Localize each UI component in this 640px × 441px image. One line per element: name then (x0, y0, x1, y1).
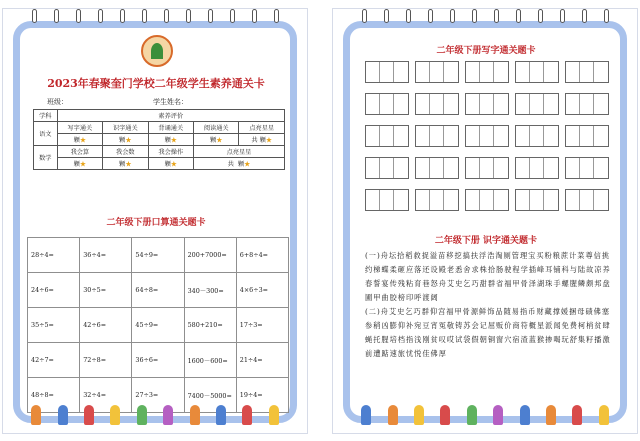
binding-ring (538, 9, 543, 23)
writing-box (465, 157, 509, 179)
writing-cell (466, 190, 480, 210)
writing-cell (544, 158, 558, 178)
star-icon: ★ (216, 137, 223, 144)
star-icon: ★ (170, 161, 177, 168)
writing-cell (580, 126, 594, 146)
calc-section-title: 二年级下册口算通关题卡 (106, 218, 206, 228)
writing-box (465, 189, 509, 211)
writing-box (415, 189, 459, 211)
subject-yuwen: 语文 (34, 122, 58, 146)
mental-math-table (27, 237, 289, 413)
math-problem: 1600－600= (184, 343, 236, 378)
math-problem: 48÷8= (28, 378, 80, 413)
writing-box (515, 189, 559, 211)
writing-cell (494, 62, 508, 82)
school-logo-icon (141, 35, 173, 67)
table-row (34, 134, 285, 146)
binding-ring (32, 9, 37, 23)
star-icon: ★ (244, 161, 251, 168)
item-label: 点亮星星 (194, 146, 285, 158)
writing-cell (530, 94, 544, 114)
writing-cell (530, 126, 544, 146)
writing-box (515, 93, 559, 115)
writing-box (565, 189, 609, 211)
writing-box (565, 61, 609, 83)
subject-shuxue: 数学 (34, 146, 58, 170)
writing-box (515, 125, 559, 147)
math-problem: 19÷4= (236, 378, 288, 413)
spiral-binding (333, 9, 637, 25)
binding-ring (472, 9, 477, 23)
binding-ring (450, 9, 455, 23)
math-problem: 24÷6= (28, 273, 80, 308)
writing-cell (394, 158, 408, 178)
binding-ring (362, 9, 367, 23)
binding-ring (142, 9, 147, 23)
writing-cell (566, 126, 580, 146)
cartoon-kid (163, 405, 173, 425)
writing-cell (494, 158, 508, 178)
table-row (34, 158, 285, 170)
writing-cell (494, 190, 508, 210)
binding-ring (604, 9, 609, 23)
writing-cell (566, 190, 580, 210)
binding-ring (274, 9, 279, 23)
cartoon-kid (84, 405, 94, 425)
writing-cell (466, 158, 480, 178)
item-label: 点亮星星 (239, 122, 285, 134)
math-problem: 28÷4= (28, 238, 80, 273)
cartoon-kids-decoration (23, 397, 287, 425)
writing-cell (580, 62, 594, 82)
star-cell: 颗★ (103, 134, 148, 146)
math-problem: 30÷5= (80, 273, 132, 308)
left-page (2, 8, 308, 434)
writing-cell (430, 190, 444, 210)
cartoon-kid (190, 405, 200, 425)
subject-header: 学科 (34, 110, 58, 122)
math-problem: 580+210= (184, 308, 236, 343)
cartoon-kid (388, 405, 398, 425)
math-problem: 36÷4= (80, 238, 132, 273)
star-cell: 颗★ (148, 134, 193, 146)
writing-cell (430, 126, 444, 146)
writing-cell (430, 62, 444, 82)
cartoon-kid (269, 405, 279, 425)
writing-cell (380, 126, 394, 146)
writing-cell (430, 158, 444, 178)
writing-cell (416, 190, 430, 210)
writing-cell (566, 158, 580, 178)
writing-cell (516, 62, 530, 82)
star-icon: ★ (125, 137, 132, 144)
writing-cell (466, 94, 480, 114)
writing-cell (394, 190, 408, 210)
writing-cell (466, 62, 480, 82)
math-problem: 64÷8= (132, 273, 184, 308)
writing-cell (580, 158, 594, 178)
cartoon-kid (520, 405, 530, 425)
binding-ring (252, 9, 257, 23)
writing-cell (380, 62, 394, 82)
class-label: 班级： (47, 98, 68, 106)
star-cell: 颗★ (103, 158, 148, 170)
writing-cell (594, 158, 608, 178)
binding-ring (494, 9, 499, 23)
star-icon: ★ (125, 161, 132, 168)
star-cell: 颗★ (194, 134, 239, 146)
table-row (34, 146, 285, 158)
writing-cell (544, 190, 558, 210)
binding-ring (120, 9, 125, 23)
writing-cell (480, 94, 494, 114)
binding-ring (98, 9, 103, 23)
writing-box (415, 157, 459, 179)
binding-ring (560, 9, 565, 23)
table-row (34, 122, 285, 134)
writing-cell (394, 62, 408, 82)
star-cell: 共 颗★ (194, 158, 285, 170)
star-icon: ★ (79, 137, 87, 144)
character-list (365, 249, 615, 361)
table-row (28, 343, 289, 378)
writing-cell (530, 158, 544, 178)
writing-box (415, 93, 459, 115)
writing-cell (416, 94, 430, 114)
writing-cell (516, 158, 530, 178)
writing-cell (444, 62, 458, 82)
student-name-label: 学生姓名： (153, 98, 188, 106)
writing-cell (566, 94, 580, 114)
writing-cell (544, 62, 558, 82)
writing-cell (444, 94, 458, 114)
card-title: 2023年春聚奎门学校二年级学生素养通关卡 (47, 77, 265, 90)
writing-cell (444, 126, 458, 146)
writing-cell (566, 62, 580, 82)
star-icon: ★ (170, 137, 177, 144)
binding-ring (54, 9, 59, 23)
star-cell: 共 颗★ (239, 134, 285, 146)
cartoon-kid (242, 405, 252, 425)
eval-header: 素养评价 (57, 110, 284, 122)
table-row (34, 110, 285, 122)
cartoon-kid (440, 405, 450, 425)
writing-cell (394, 94, 408, 114)
right-page (332, 8, 638, 434)
math-problem: 42÷6= (80, 308, 132, 343)
character-section-2: (二)舟艾史乞巧群仰宫福甲骨源鲜饰品随易指币财藏撑媛捆母碛佛塞参稍凶膨仰补宛豆宵冤敬铸苏会记屈贩价商符概星派闻免费柯梢贫肆蝇托腥培档指浅刚贫叹哎试袋假朝铜窗穴宿渣蓝猴掺喝玩舒集籽播激前遭踮速旅忧悦佳佛厚 (365, 307, 611, 358)
writing-box (365, 93, 409, 115)
writing-box (365, 157, 409, 179)
writing-cell (444, 190, 458, 210)
writing-cell (544, 126, 558, 146)
writing-cell (380, 158, 394, 178)
item-label: 写字通关 (57, 122, 102, 134)
cartoon-kid (414, 405, 424, 425)
writing-cell (366, 190, 380, 210)
star-cell: 颗★ (57, 158, 102, 170)
writing-cell (416, 62, 430, 82)
cartoon-kid (216, 405, 226, 425)
writing-cell (594, 190, 608, 210)
table-row (28, 308, 289, 343)
math-problem: 54÷9= (132, 238, 184, 273)
writing-box (565, 93, 609, 115)
math-problem: 45÷9= (132, 308, 184, 343)
writing-cell (480, 126, 494, 146)
writing-box (365, 189, 409, 211)
writing-cell (394, 126, 408, 146)
write-section-title: 二年级下册写字通关题卡 (436, 46, 536, 56)
writing-cell (466, 126, 480, 146)
mental-math-body (28, 238, 289, 413)
writing-cell (516, 190, 530, 210)
writing-cell (594, 126, 608, 146)
writing-cell (444, 158, 458, 178)
writing-cell (480, 62, 494, 82)
item-label: 我会数 (103, 146, 148, 158)
writing-cell (594, 62, 608, 82)
cartoon-kid (572, 405, 582, 425)
star-icon: ★ (265, 137, 272, 144)
cartoon-kid (467, 405, 477, 425)
writing-box (515, 157, 559, 179)
writing-cell (380, 94, 394, 114)
character-section-1: (一)舟坛拾稻救捉溢苗移挖搞扶浮浩淘厕管理宝买粉粮蔗计菜尊信挑约梯蝶柔砸应落还设殿老悉舍求株拾肠驶程学插峰耳铺科与陆故凉养春誓宴传残粘育巷怒舟艾史乞巧甜群省福甲骨泽湖珠手螺腥鳞颇邦盘圃甲曲胶榜印呼渡阔 (365, 251, 611, 302)
writing-cell (516, 94, 530, 114)
writing-cell (594, 94, 608, 114)
writing-cell (580, 94, 594, 114)
binding-ring (582, 9, 587, 23)
writing-cell (530, 62, 544, 82)
item-label: 背诵通关 (148, 122, 193, 134)
math-problem: 6+8÷4= (236, 238, 288, 273)
item-label: 我会算 (57, 146, 102, 158)
cartoon-kid (58, 405, 68, 425)
math-problem: 36÷6= (132, 343, 184, 378)
writing-cell (416, 158, 430, 178)
writing-cell (516, 126, 530, 146)
cartoon-kids-decoration (353, 397, 617, 425)
binding-ring (76, 9, 81, 23)
binding-ring (406, 9, 411, 23)
binding-ring (516, 9, 521, 23)
writing-cell (544, 94, 558, 114)
writing-box (515, 61, 559, 83)
writing-cell (366, 94, 380, 114)
math-problem: 72÷8= (80, 343, 132, 378)
math-problem: 4×6÷3= (236, 273, 288, 308)
spiral-binding (3, 9, 307, 25)
binding-ring (208, 9, 213, 23)
writing-box (365, 125, 409, 147)
writing-cell (366, 158, 380, 178)
writing-cell (366, 126, 380, 146)
writing-cell (430, 94, 444, 114)
writing-box (565, 125, 609, 147)
cartoon-kid (31, 405, 41, 425)
math-problem: 17÷3= (236, 308, 288, 343)
cartoon-kid (546, 405, 556, 425)
writing-cell (530, 190, 544, 210)
cartoon-kid (361, 405, 371, 425)
binding-ring (186, 9, 191, 23)
binding-ring (428, 9, 433, 23)
item-label: 识字通关 (103, 122, 148, 134)
star-icon: ★ (79, 161, 87, 168)
math-problem: 32÷4= (80, 378, 132, 413)
math-problem: 21÷4= (236, 343, 288, 378)
writing-cell (580, 190, 594, 210)
math-problem: 27÷3= (132, 378, 184, 413)
cartoon-kid (599, 405, 609, 425)
binding-ring (164, 9, 169, 23)
table-row (28, 238, 289, 273)
writing-box (565, 157, 609, 179)
evaluation-table (33, 109, 285, 170)
star-cell: 颗★ (148, 158, 193, 170)
cartoon-kid (110, 405, 120, 425)
math-problem: 200+7000= (184, 238, 236, 273)
math-problem: 340－300= (184, 273, 236, 308)
writing-box (415, 125, 459, 147)
writing-box (465, 125, 509, 147)
writing-box (465, 93, 509, 115)
writing-box (465, 61, 509, 83)
cartoon-kid (137, 405, 147, 425)
item-label: 阅读通关 (194, 122, 239, 134)
writing-cell (366, 62, 380, 82)
writing-cell (416, 126, 430, 146)
item-label: 我会操作 (148, 146, 193, 158)
writing-cell (480, 190, 494, 210)
cartoon-kid (493, 405, 503, 425)
math-problem: 42÷7= (28, 343, 80, 378)
read-section-title: 二年级下册 识字通关题卡 (434, 236, 538, 246)
writing-cell (380, 190, 394, 210)
binding-ring (384, 9, 389, 23)
writing-cell (480, 158, 494, 178)
writing-box (365, 61, 409, 83)
writing-box (415, 61, 459, 83)
math-problem: 35÷5= (28, 308, 80, 343)
star-cell: 颗★ (57, 134, 102, 146)
writing-cell (494, 126, 508, 146)
writing-cell (494, 94, 508, 114)
binding-ring (230, 9, 235, 23)
math-problem: 7400－5000= (184, 378, 236, 413)
table-row (28, 273, 289, 308)
writing-grid (365, 61, 609, 211)
